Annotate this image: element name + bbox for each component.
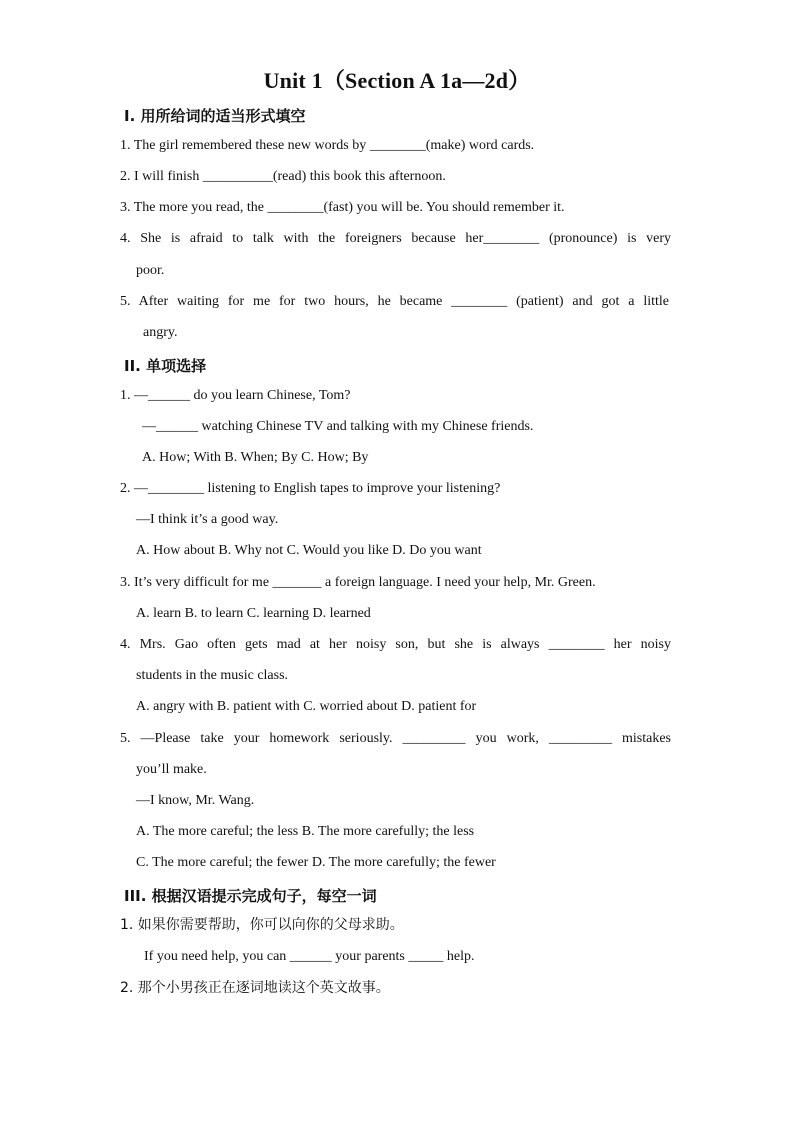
question-line: 4. She is afraid to talk with the foreigners because her________ (pronounce) is very [120,231,671,246]
question-line: poor. [136,263,165,278]
options-line: A. How; With B. When; By C. How; By [142,450,369,465]
options-line: C. The more careful; the fewer D. The more carefully; the fewer [136,855,496,870]
options-line: A. learn B. to learn C. learning D. learned [136,606,371,621]
page-title: Unit 1（Section A 1a—2d） [263,68,531,93]
question-line: 1. —______ do you learn Chinese, Tom? [120,388,351,403]
question-line: —I know, Mr. Wang. [136,793,255,808]
options-line: A. angry with B. patient with C. worried about D. patient for [136,699,477,714]
question-line: 4. Mrs. Gao often gets mad at her noisy son, but she is always ________ her noisy [120,637,671,652]
question-line: 2. 那个小男孩正在逐词地读这个英文故事。 [120,980,390,996]
question-line: 5. —Please take your homework seriously. _________ you work, _________ mistakes [120,731,671,746]
options-line: A. How about B. Why not C. Would you like D. Do you want [136,543,482,558]
question-line: 2. —________ listening to English tapes to improve your listening? [120,481,501,496]
question-line: angry. [143,325,178,340]
question-line: 1. The girl remembered these new words by ________(make) word cards. [120,138,535,153]
question-line: students in the music class. [136,668,289,683]
question-line: 5. After waiting for me for two hours, he became ________ (patient) and got a little [120,294,669,309]
section-3-heading: III. 根据汉语提示完成句子，每空一词 [124,887,377,905]
question-line: you’ll make. [136,762,207,777]
section-1-heading: Ⅰ. 用所给词的适当形式填空 [124,107,306,125]
question-line: 3. It’s very difficult for me _______ a foreign language. I need your help, Mr. Green. [120,575,596,590]
options-line: A. The more careful; the less B. The more carefully; the less [136,824,475,839]
section-2-heading: II. 单项选择 [124,357,207,375]
question-line: 1. 如果你需要帮助，你可以向你的父母求助。 [120,917,404,933]
question-line: 2. I will finish __________(read) this book this afternoon. [120,169,446,184]
question-line: If you need help, you can ______ your parents _____ help. [144,949,475,964]
question-line: —I think it’s a good way. [136,512,279,527]
question-line: 3. The more you read, the ________(fast) you will be. You should remember it. [120,200,565,215]
question-line: —______ watching Chinese TV and talking with my Chinese friends. [142,419,534,434]
